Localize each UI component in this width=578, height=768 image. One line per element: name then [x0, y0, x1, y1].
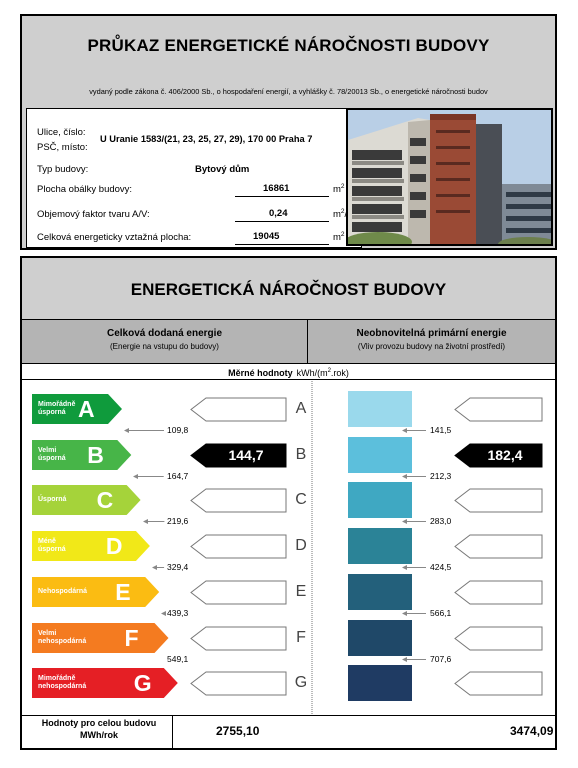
class-arrow-e	[32, 577, 161, 607]
delivered-energy-slot-e	[190, 580, 288, 606]
certificate-subtitle: vydaný podle zákona č. 406/2000 Sb., o hospodaření energií, a vyhlášky č. 78/20013 Sb., o energetické náročnosti budov	[89, 87, 488, 96]
primary-energy-bar-f	[348, 620, 412, 656]
factor-value: 0,24	[269, 208, 288, 219]
totals-top-line	[22, 715, 555, 716]
delivered-energy-slot-d	[190, 534, 288, 560]
column-divider	[311, 381, 313, 716]
primary-energy-bar-d	[348, 528, 412, 564]
total-primary-energy: 3474,09	[510, 724, 554, 738]
primary-energy-bar-b	[348, 437, 412, 473]
left-boundary-6: 549,1	[167, 653, 189, 664]
area-underline	[235, 244, 329, 245]
left-boundary-tick-3	[143, 518, 166, 525]
right-boundary-tick-6	[402, 656, 428, 663]
class-arrow-f	[32, 623, 171, 653]
rating-title-bar	[22, 258, 555, 320]
scale-letter-e: E	[295, 582, 307, 600]
right-boundary-tick-2	[402, 473, 428, 480]
scale-letter-c: C	[295, 491, 307, 509]
primary-energy-value: 182,4	[487, 446, 523, 463]
totals-label: Hodnoty pro celou budovu MWh/rok	[41, 718, 157, 740]
delivered-energy-value: 144,7	[228, 446, 264, 463]
area-value: 19045	[253, 231, 280, 242]
class-arrow-a	[32, 394, 124, 424]
class-letter-e: E	[115, 578, 131, 605]
area-unit: $m^2$	[333, 231, 345, 244]
left-column-title: Celková dodaná energie	[106, 328, 223, 339]
primary-energy-bar-c	[348, 482, 412, 518]
building-info-box	[26, 108, 362, 248]
left-boundary-5: 439,3	[167, 607, 189, 618]
city-label: PSČ, místo:	[37, 142, 88, 153]
totals-label-divider	[172, 715, 173, 748]
factor-underline	[235, 221, 329, 222]
building-photo-illustration	[348, 110, 553, 246]
right-boundary-1: 141,5	[430, 425, 452, 435]
type-value: Bytový dům	[195, 164, 250, 175]
left-boundary-1: 109,8	[167, 425, 189, 435]
primary-energy-bar-e	[348, 574, 412, 610]
right-boundary-4: 424,5	[430, 562, 452, 573]
primary-energy-slot-a	[454, 397, 544, 423]
class-arrow-d	[32, 531, 152, 561]
class-name-a: Mimořádně úsporná	[38, 401, 76, 416]
right-boundary-6: 707,6	[430, 653, 452, 664]
primary-energy-slot-f	[454, 626, 544, 652]
primary-energy-bar-g	[348, 665, 412, 701]
class-letter-a: A	[78, 396, 95, 422]
class-arrow-g	[32, 668, 180, 698]
street-label: Ulice, číslo:	[37, 127, 86, 138]
class-letter-g: G	[133, 670, 152, 697]
scale-letter-a: A	[295, 400, 307, 417]
left-boundary-4: 329,4	[167, 562, 189, 573]
primary-energy-slot-e	[454, 580, 544, 606]
left-column-header	[22, 320, 308, 364]
right-boundary-tick-5	[402, 610, 428, 617]
right-boundary-tick-3	[402, 518, 428, 525]
units-label: Měrné hodnoty	[228, 368, 293, 378]
factor-label: Objemový faktor tvaru A/V:	[37, 209, 150, 220]
energy-rating-panel	[20, 256, 557, 750]
right-boundary-3: 283,0	[430, 516, 452, 527]
address-value: U Uranie 1583/(21, 23, 25, 27, 29), 170 00 Praha 7	[100, 134, 313, 144]
right-column-subtitle: (Vliv provozu budovy na životní prostředí)	[357, 342, 506, 351]
right-column-header	[308, 320, 555, 364]
units-text: kWh/$(m^2.rok)$	[296, 368, 349, 378]
primary-energy-bar-a	[348, 391, 412, 427]
class-name-d: Méně úsporná	[38, 538, 66, 554]
certificate-title: PRŮKAZ ENERGETICKÉ NÁROČNOSTI BUDOVY	[87, 36, 490, 55]
class-name-g: Mimořádně nehospodárná	[38, 675, 87, 691]
left-boundary-tick-1	[124, 427, 166, 434]
scale-letter-g: G	[294, 674, 308, 692]
rating-title: ENERGETICKÁ NÁROČNOST BUDOVY	[130, 280, 447, 299]
envelope-label: Plocha obálky budovy:	[37, 184, 133, 195]
total-delivered-energy: 2755,10	[216, 724, 260, 738]
delivered-energy-slot-a	[190, 397, 288, 423]
left-boundary-2: 164,7	[167, 470, 189, 481]
right-boundary-5: 566,1	[430, 607, 452, 618]
scale-letter-f: F	[296, 628, 306, 646]
envelope-unit: $m^2$	[333, 183, 345, 196]
units-row	[22, 364, 555, 380]
envelope-underline	[235, 196, 329, 197]
scale-letter-b: B	[295, 445, 307, 463]
class-name-b: Velmi úsporná	[38, 446, 66, 462]
primary-energy-slot-c	[454, 488, 544, 514]
factor-unit: $m^2$	[333, 208, 345, 221]
class-letter-c: C	[96, 487, 114, 514]
right-boundary-tick-4	[402, 564, 428, 571]
right-column-title: Neobnovitelná primární energie	[356, 328, 507, 339]
class-name-f: Velmi nehospodárná	[38, 629, 87, 645]
class-name-c: Úsporná	[38, 496, 67, 504]
left-boundary-tick-2	[133, 473, 166, 480]
left-boundary-3: 219,6	[167, 516, 189, 527]
class-letter-b: B	[87, 441, 104, 468]
primary-energy-slot-d	[454, 534, 544, 560]
primary-energy-slot-g	[454, 671, 544, 697]
building-photo	[346, 108, 553, 246]
certificate-header-panel	[20, 14, 557, 250]
right-boundary-2: 212,3	[430, 470, 452, 481]
delivered-energy-slot-g	[190, 671, 288, 697]
delivered-energy-slot-c	[190, 488, 288, 514]
scale-letter-d: D	[295, 537, 307, 555]
class-name-e: Nehospodárná	[38, 587, 88, 595]
class-arrow-b	[32, 440, 133, 470]
delivered-energy-slot-f	[190, 626, 288, 652]
left-column-subtitle: (Energie na vstupu do budovy)	[110, 342, 219, 351]
class-arrow-c	[32, 485, 143, 515]
class-letter-f: F	[124, 624, 139, 651]
type-label: Typ budovy:	[37, 164, 89, 175]
left-boundary-tick-5	[161, 610, 166, 617]
right-boundary-tick-1	[402, 427, 428, 434]
area-label: Celková energeticky vztažná plocha:	[37, 232, 192, 243]
left-boundary-tick-4	[152, 564, 166, 571]
envelope-value: 16861	[263, 183, 290, 194]
class-letter-d: D	[105, 533, 123, 560]
